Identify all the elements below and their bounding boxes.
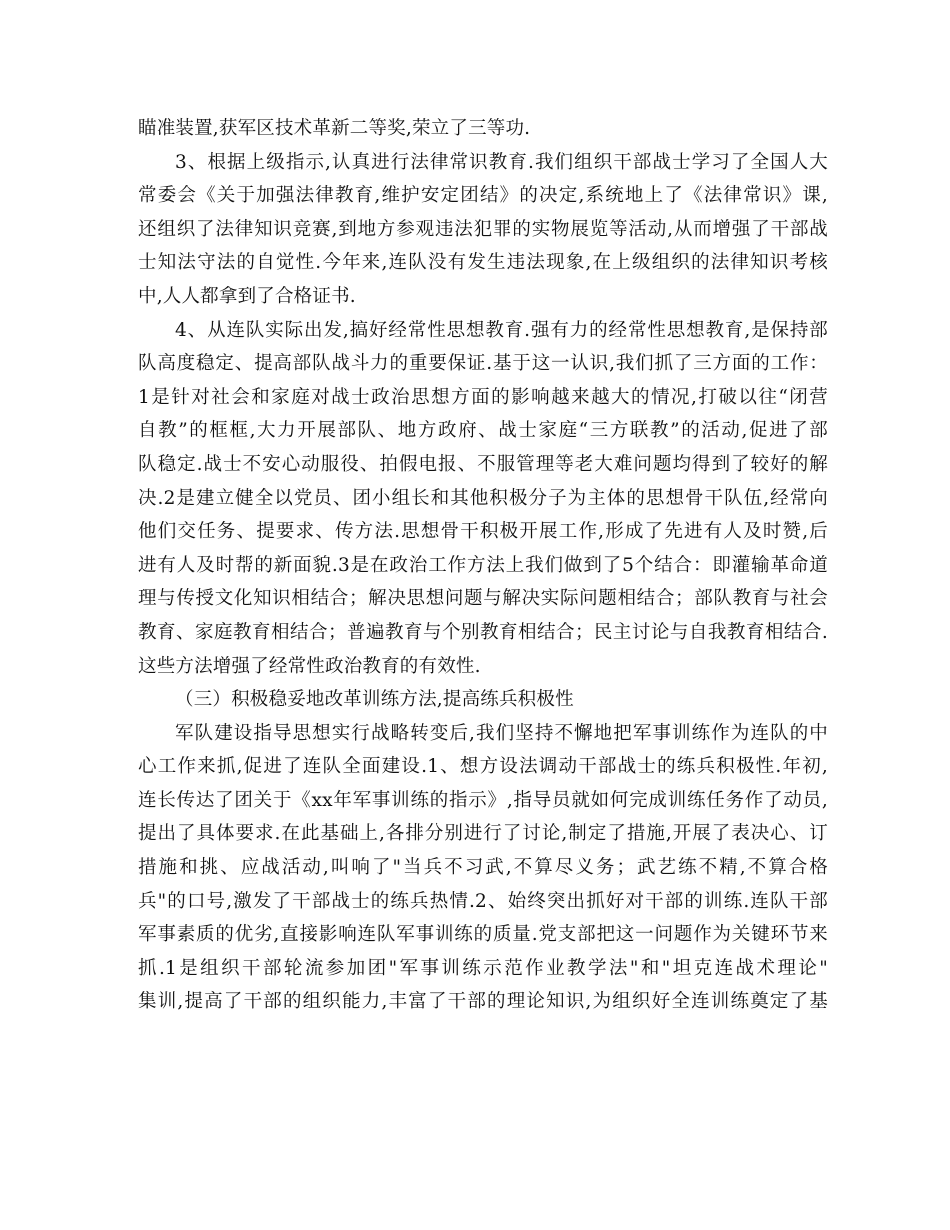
text-line: 自教”的框框,大力开展部队、地方政府、战士家庭“三方联教”的活动,促进了部 bbox=[138, 420, 828, 442]
text-line: 决.2是建立健全以党员、团小组长和其他积极分子为主体的思想骨干队伍,经常向 bbox=[138, 487, 828, 509]
text-line: 1是针对社会和家庭对战士政治思想方面的影响越来越大的情况,打破以往“闭营 bbox=[138, 386, 828, 408]
text-line: 瞄准装置,获军区技术革新二等奖,荣立了三等功. bbox=[138, 118, 531, 139]
text-line: 教育、家庭教育相结合；普遍教育与个别教育相结合；民主讨论与自我教育相结合. bbox=[138, 621, 828, 643]
text-line: 士知法守法的自觉性.今年来,连队没有发生违法现象,在上级组织的法律知识考核 bbox=[138, 252, 828, 274]
text-line: 措施和挑、应战活动,叫响了"当兵不习武,不算尽义务；武艺练不精,不算合格 bbox=[138, 857, 828, 879]
text-line: 兵"的口号,激发了干部战士的练兵热情.2、始终突出抓好对干部的训练.连队干部 bbox=[138, 890, 828, 912]
paragraph-start-line: 4、从连队实际出发,搞好经常性思想教育.强有力的经常性思想教育,是保持部 bbox=[175, 319, 828, 341]
text-line: 中,人人都拿到了合格证书. bbox=[138, 285, 356, 307]
text-line: 理与传授文化知识相结合；解决思想问题与解决实际问题相结合；部队教育与社会 bbox=[138, 588, 828, 610]
text-line: 连长传达了团关于《xx年军事训练的指示》,指导员就如何完成训练任务作了动员, bbox=[138, 789, 828, 811]
text-line: 常委会《关于加强法律教育,维护安定团结》的决定,系统地上了《法律常识》课, bbox=[138, 185, 828, 207]
text-line: 心工作来抓,促进了连队全面建设.1、想方设法调动干部战士的练兵积极性.年初, bbox=[138, 756, 828, 778]
text-line: 抓.1是组织干部轮流参加团"军事训练示范作业教学法"和"坦克连战术理论" bbox=[138, 957, 828, 979]
text-line: 这些方法增强了经常性政治教育的有效性. bbox=[138, 655, 481, 677]
text-line: 还组织了法律知识竞赛,到地方参观违法犯罪的实物展览等活动,从而增强了干部战 bbox=[138, 218, 828, 240]
text-line: 军事素质的优劣,直接影响连队军事训练的质量.党支部把这一问题作为关键环节来 bbox=[138, 924, 828, 946]
document-page bbox=[138, 112, 828, 1019]
text-line: 他们交任务、提要求、传方法.思想骨干积极开展工作,形成了先进有人及时赞,后 bbox=[138, 521, 828, 543]
paragraph-start-line: 3、根据上级指示,认真进行法律常识教育.我们组织干部战士学习了全国人大 bbox=[175, 151, 828, 173]
text-line: 提出了具体要求.在此基础上,各排分别进行了讨论,制定了措施,开展了表决心、订 bbox=[138, 823, 828, 845]
text-line: 队稳定.战士不安心动服役、拍假电报、不服管理等老大难问题均得到了较好的解 bbox=[138, 453, 828, 475]
section-heading: （三）积极稳妥地改革训练方法,提高练兵积极性 bbox=[175, 689, 574, 711]
paragraph-start-line: 军队建设指导思想实行战略转变后,我们坚持不懈地把军事训练作为连队的中 bbox=[175, 722, 828, 744]
text-line: 集训,提高了干部的组织能力,丰富了干部的理论知识,为组织好全连训练奠定了基 bbox=[138, 991, 828, 1013]
text-line: 队高度稳定、提高部队战斗力的重要保证.基于这一认识,我们抓了三方面的工作： bbox=[138, 353, 828, 375]
text-line: 进有人及时帮的新面貌.3是在政治工作方法上我们做到了5个结合：即灌输革命道 bbox=[138, 554, 828, 576]
